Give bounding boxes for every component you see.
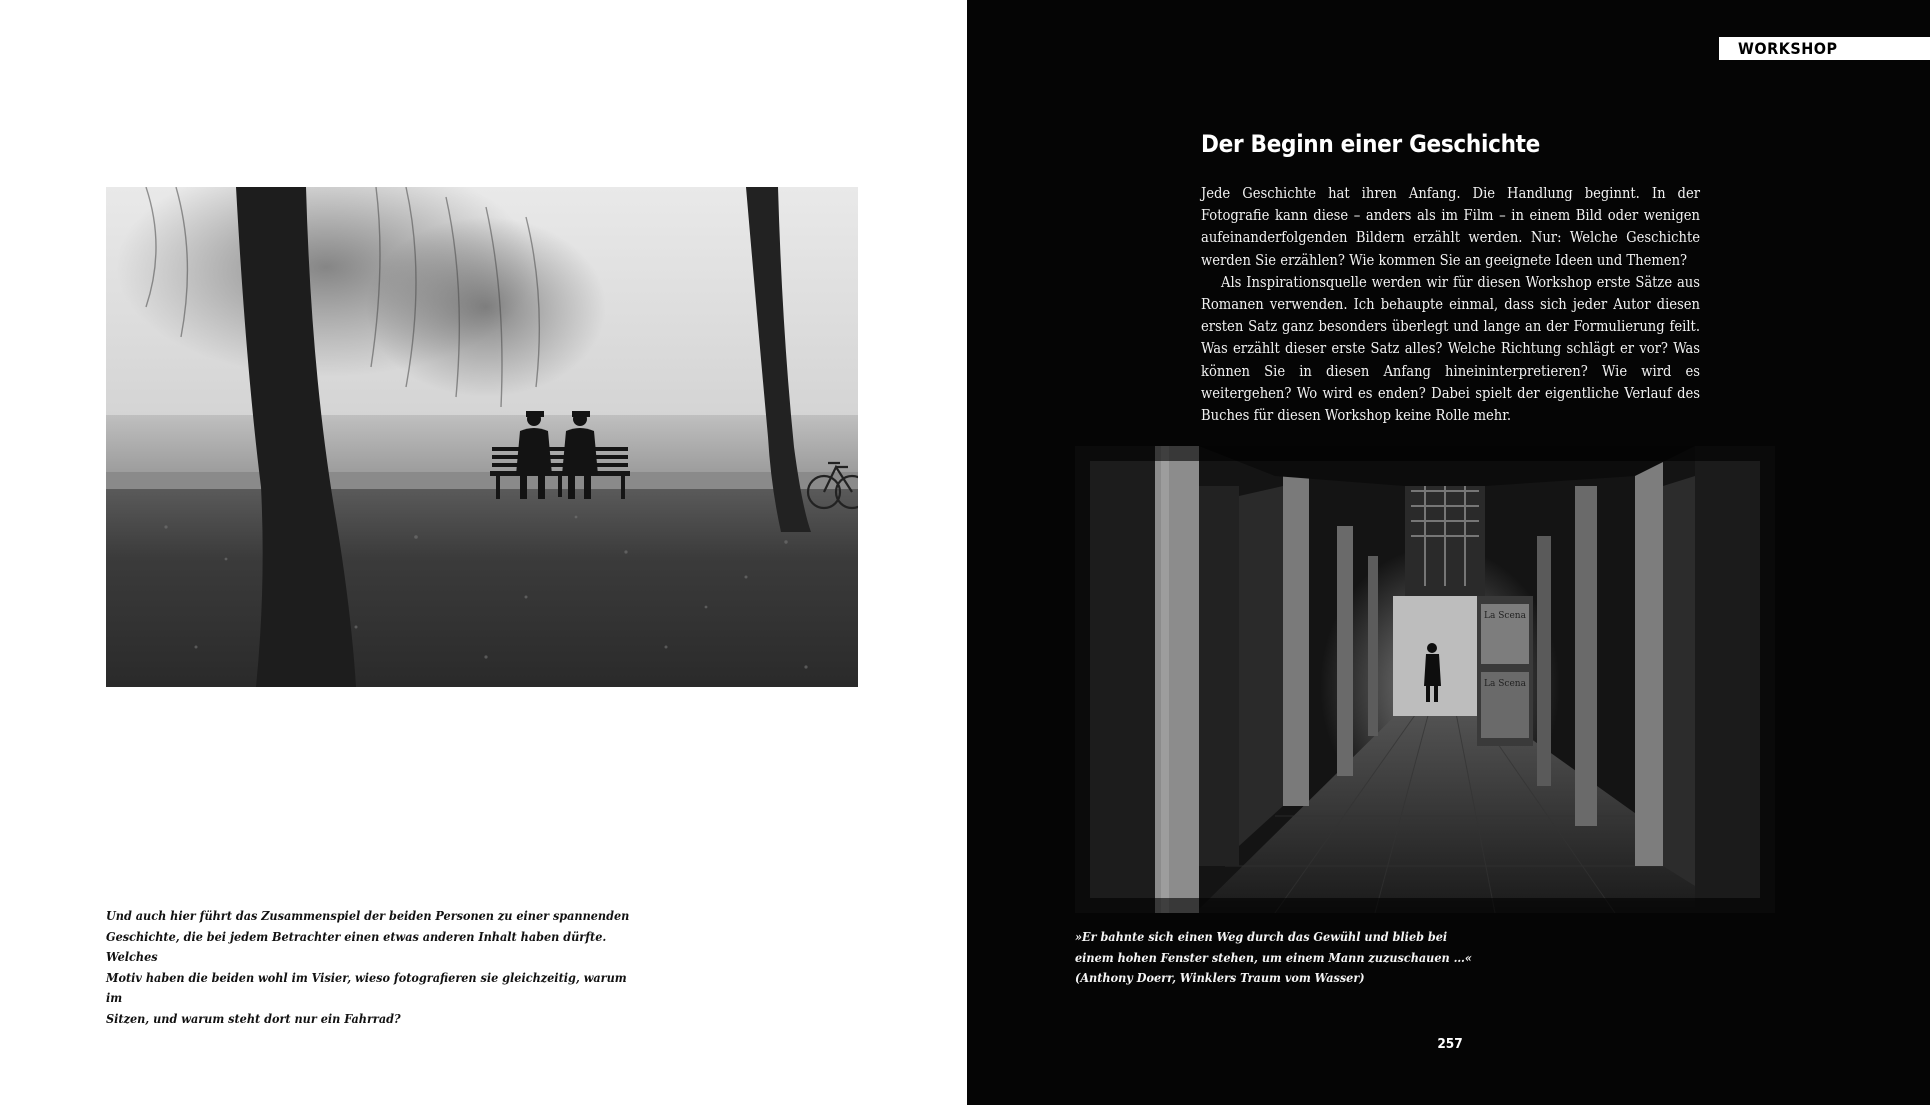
section-tab-workshop: WORKSHOP — [1719, 37, 1930, 60]
photo-bench-illustration — [106, 187, 858, 687]
caption-line: einem hohen Fenster stehen, um einem Mann zuzuschauen …« — [1075, 949, 1472, 965]
caption-line: Sitzen, und warum steht dort nur ein Fahrrad? — [106, 1010, 401, 1026]
alley-sign-text: La Scena — [1484, 611, 1526, 621]
chapter-heading: Der Beginn einer Geschichte — [1201, 130, 1541, 158]
alley-sign-text: La Scena — [1484, 679, 1526, 689]
caption-line: »Er bahnte sich einen Weg durch das Gewühl und blieb bei — [1075, 929, 1448, 944]
photo-arcade-alley — [1075, 446, 1775, 913]
body-text — [1201, 183, 1700, 427]
caption-bench-photo — [106, 906, 646, 1029]
photo-bench-lakeside — [106, 187, 858, 687]
caption-line: Motiv haben die beiden wohl im Visier, wieso fotografieren sie gleichzeitig, warum im — [106, 969, 627, 1005]
photo-alley-illustration — [1075, 446, 1775, 913]
caption-alley-photo — [1075, 927, 1535, 989]
caption-line: Geschichte, die bei jedem Betrachter einen etwas anderen Inhalt haben dürfte. Welches — [106, 928, 607, 964]
caption-line: Und auch hier führt das Zusammenspiel der beiden Personen zu einer spannenden — [106, 908, 630, 923]
caption-line: (Anthony Doerr, Winklers Traum vom Wasser) — [1075, 970, 1365, 985]
body-paragraph-1: Jede Geschichte hat ihren Anfang. Die Handlung beginnt. In der Fotografie kann diese – anders als im Film – in einem Bild oder wenigen aufeinanderfolgenden Bildern erzählt werden. Nur: Welche Geschichte werden Sie erzählen? Wie kommen Sie an geeignete Ideen und Themen? — [1201, 185, 1700, 269]
body-paragraph-2: Als Inspirationsquelle werden wir für diesen Workshop erste Sätze aus Romanen verwenden. Ich behaupte einmal, dass sich jeder Autor diesen ersten Satz ganz besonders überlegt und lange an der Formulierung feilt. Was erzählt dieser erste Satz alles? Welche Richtung schlägt er vor? Was können Sie in diesen Anfang hineininterpretieren? Wie wird es weitergehen? Wo wird es enden? Dabei spielt der eigentliche Verlauf des Buches für diesen Workshop keine Rolle mehr. — [1201, 273, 1700, 425]
page-number: 257 — [1437, 1036, 1463, 1052]
